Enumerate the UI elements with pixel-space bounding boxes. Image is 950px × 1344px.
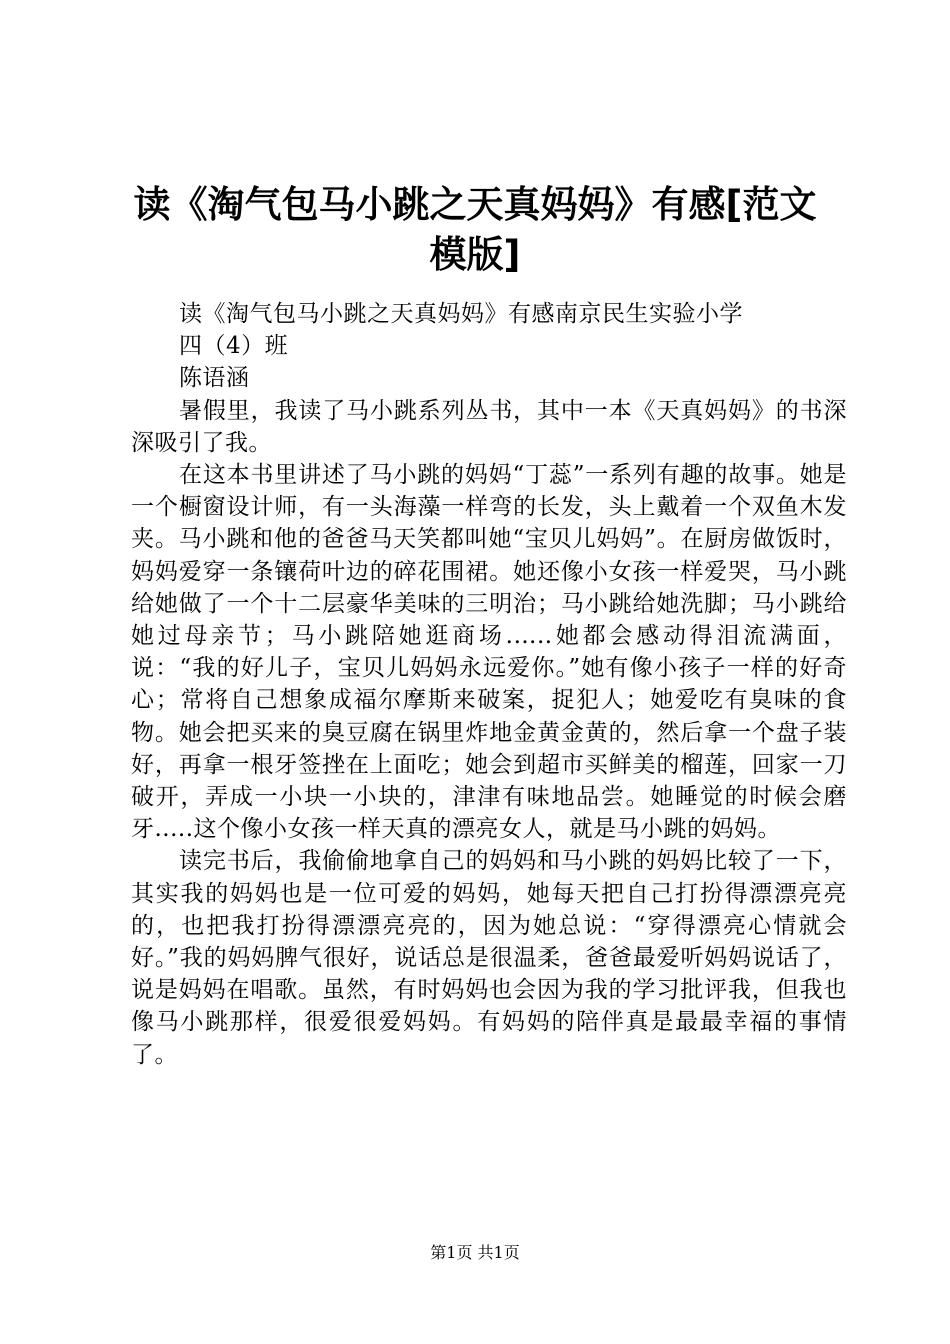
document-title: 读《淘气包马小跳之天真妈妈》有感[范文模版] — [133, 183, 817, 276]
header-line-class: 四（4）班 — [179, 333, 289, 360]
page-footer: 第1页 共1页 — [430, 1243, 520, 1262]
document-body — [131, 298, 847, 1071]
paragraph-3: 读完书后，我偷偷地拿自己的妈妈和马小跳的妈妈比较了一下，其实我的妈妈也是一位可爱的妈妈，她每天把自己打扮得漂漂亮亮的，也把我打扮得漂漂亮亮的，因为她总说：“穿得漂亮心情就会好。”我的妈妈脾气很好，说话总是很温柔，爸爸最爱听妈妈说话了，说是妈妈在唱歌。虽然，有时妈妈也会因为我的学习批评我，但我也像马小跳那样，很爱很爱妈妈。有妈妈的陪伴真是最最幸福的事情了。 — [131, 848, 847, 1068]
paragraph-1: 暑假里，我读了马小跳系列丛书，其中一本《天真妈妈》的书深深吸引了我。 — [131, 397, 847, 456]
paragraph-2: 在这本书里讲述了马小跳的妈妈“丁蕊”一系列有趣的故事。她是一个橱窗设计师，有一头海藻一样弯的长发，头上戴着一个双鱼木发夹。马小跳和他的爸爸马天笑都叫她“宝贝儿妈妈”。在厨房做饭时，妈妈爱穿一条镶荷叶边的碎花围裙。她还像小女孩一样爱哭，马小跳给她做了一个十二层豪华美味的三明治；马小跳给她洗脚；马小跳给她过母亲节；马小跳陪她逛商场.…..她都会感动得泪流满面，说：“我的好儿子，宝贝儿妈妈永远爱你。”她有像小孩子一样的好奇心；常将自己想象成福尔摩斯来破案，捉犯人；她爱吃有臭味的食物。她会把买来的臭豆腐在锅里炸地金黄金黄的，然后拿一个盘子装好，再拿一根牙签挫在上面吃；她会到超市买鲜美的榴莲，回家一刀破开，弄成一小块一小块的，津津有味地品尝。她睡觉的时候会磨牙.....这个像小女孩一样天真的漂亮女人，就是马小跳的妈妈。 — [131, 462, 847, 843]
header-line-author: 陈语涵 — [179, 365, 250, 392]
header-line-school: 读《淘气包马小跳之天真妈妈》有感南京民生实验小学 — [179, 301, 743, 327]
